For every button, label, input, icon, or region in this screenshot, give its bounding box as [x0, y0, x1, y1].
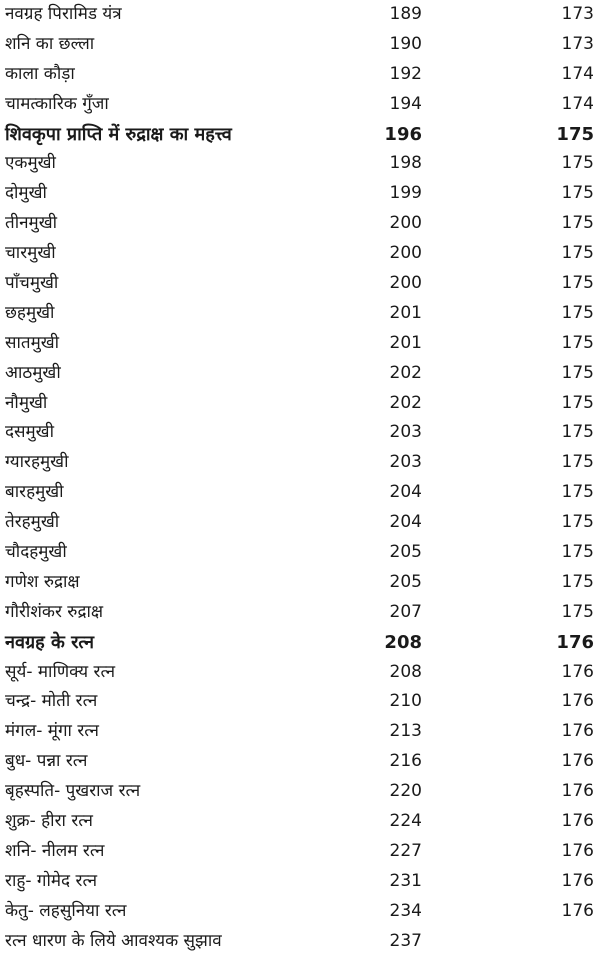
- entry-title: ग्यारहमुखी: [5, 452, 69, 473]
- toc-entry: [0, 777, 600, 807]
- secondary-page-number: 175: [561, 213, 594, 234]
- entry-title: चौदहमुखी: [5, 542, 67, 563]
- toc-entry: [0, 837, 600, 867]
- entry-title: पाँचमुखी: [5, 273, 59, 294]
- secondary-page-number: 175: [561, 392, 594, 413]
- secondary-page-number: 175: [561, 362, 594, 383]
- page-number: 192: [389, 63, 422, 84]
- page-number: 224: [389, 811, 422, 832]
- secondary-page-number: 176: [561, 751, 594, 772]
- entry-title: काला कौड़ा: [5, 63, 75, 84]
- secondary-page-number: 175: [561, 273, 594, 294]
- page-number: 200: [389, 213, 422, 234]
- entry-title: छहमुखी: [5, 302, 55, 323]
- secondary-page-number: 176: [561, 870, 594, 891]
- page-number: 194: [389, 93, 422, 114]
- page-number: 203: [389, 452, 422, 473]
- toc-entry: [0, 60, 600, 90]
- toc-entry: [0, 179, 600, 209]
- toc-entry: [0, 389, 600, 419]
- toc-entry: [0, 329, 600, 359]
- secondary-page-number: 175: [561, 183, 594, 204]
- page-number: 204: [389, 482, 422, 503]
- toc-entry: [0, 209, 600, 239]
- entry-title: शनि- नीलम रत्न: [5, 840, 105, 861]
- page-number: 205: [389, 542, 422, 563]
- entry-title: नवग्रह पिरामिड यंत्र: [5, 4, 122, 24]
- entry-title: बृहस्पति- पुखराज रत्न: [5, 781, 141, 802]
- secondary-page-number: 176: [561, 840, 594, 861]
- page-number: 213: [389, 721, 422, 742]
- toc-entry: [0, 448, 600, 478]
- secondary-page-number: 176: [561, 811, 594, 832]
- secondary-page-number: 175: [561, 452, 594, 473]
- toc-entry: [0, 508, 600, 538]
- page-number: 200: [389, 243, 422, 264]
- toc-entry: [0, 0, 600, 30]
- entry-title: शिवकृपा प्राप्ति में रुद्राक्ष का महत्त्व: [5, 123, 232, 145]
- secondary-page-number: 175: [561, 512, 594, 533]
- entry-title: केतु- लहसुनिया रत्न: [5, 900, 127, 921]
- page-number: 189: [389, 4, 422, 24]
- secondary-page-number: 175: [561, 482, 594, 503]
- page-number: 200: [389, 273, 422, 294]
- page-number: 190: [389, 33, 422, 54]
- page-number: 220: [389, 781, 422, 802]
- toc-entry: [0, 747, 600, 777]
- toc-entry: [0, 897, 600, 927]
- page-number: 202: [389, 362, 422, 383]
- secondary-page-number: 175: [556, 123, 594, 145]
- secondary-page-number: 175: [561, 571, 594, 592]
- page-number: 199: [389, 183, 422, 204]
- entry-title: दसमुखी: [5, 422, 54, 443]
- toc-entry: [0, 239, 600, 269]
- entry-title: नौमुखी: [5, 392, 48, 413]
- secondary-page-number: 175: [561, 601, 594, 622]
- toc-section-heading: [0, 120, 600, 150]
- entry-title: चन्द्र- मोती रत्न: [5, 691, 98, 712]
- secondary-page-number: 176: [556, 631, 594, 653]
- page-number: 216: [389, 751, 422, 772]
- entry-title: सूर्य- माणिक्य रत्न: [5, 661, 116, 682]
- secondary-page-number: 175: [561, 302, 594, 323]
- toc-entry: [0, 658, 600, 688]
- secondary-page-number: 176: [561, 781, 594, 802]
- secondary-page-number: 175: [561, 332, 594, 353]
- toc-entry: [0, 30, 600, 60]
- entry-title: सातमुखी: [5, 332, 60, 353]
- page-number: 234: [389, 900, 422, 921]
- page-number: 203: [389, 422, 422, 443]
- toc-entry: [0, 927, 600, 957]
- page-number: 204: [389, 512, 422, 533]
- entry-title: राहु- गोमेद रत्न: [5, 870, 98, 891]
- page-number: 227: [389, 840, 422, 861]
- toc-entry: [0, 598, 600, 628]
- secondary-page-number: 176: [561, 661, 594, 682]
- secondary-page-number: 175: [561, 243, 594, 264]
- entry-title: नवग्रह के रत्न: [5, 631, 94, 653]
- toc-entry: [0, 90, 600, 120]
- page-number: 210: [389, 691, 422, 712]
- page-number: 205: [389, 571, 422, 592]
- entry-title: चारमुखी: [5, 243, 56, 264]
- secondary-page-number: 176: [561, 900, 594, 921]
- page-number: 231: [389, 870, 422, 891]
- secondary-page-number: 175: [561, 153, 594, 174]
- toc-entry: [0, 807, 600, 837]
- page-number: 198: [389, 153, 422, 174]
- toc-entry: [0, 538, 600, 568]
- page-number: 201: [389, 332, 422, 353]
- secondary-page-number: 176: [561, 691, 594, 712]
- secondary-page-number: 174: [561, 93, 594, 114]
- entry-title: रत्न धारण के लिये आवश्यक सुझाव: [5, 930, 222, 951]
- toc-entry: [0, 687, 600, 717]
- entry-title: शुक्र- हीरा रत्न: [5, 811, 93, 832]
- entry-title: मंगल- मूंगा रत्न: [5, 721, 99, 742]
- page-number: 207: [389, 601, 422, 622]
- toc-entry: [0, 717, 600, 747]
- secondary-page-number: 175: [561, 542, 594, 563]
- page-number: 208: [384, 631, 422, 653]
- secondary-page-number: 173: [561, 4, 594, 24]
- entry-title: बारहमुखी: [5, 482, 64, 503]
- entry-title: गणेश रुद्राक्ष: [5, 571, 80, 592]
- toc-entry: [0, 478, 600, 508]
- toc-entry: [0, 299, 600, 329]
- toc-entry: [0, 568, 600, 598]
- toc-section-heading: [0, 628, 600, 658]
- secondary-page-number: 174: [561, 63, 594, 84]
- page-number: 208: [389, 661, 422, 682]
- entry-title: चामत्कारिक गुँजा: [5, 93, 109, 114]
- entry-title: एकमुखी: [5, 153, 56, 174]
- entry-title: शनि का छल्ला: [5, 33, 95, 54]
- entry-title: तेरहमुखी: [5, 512, 60, 533]
- entry-title: बुध- पन्ना रत्न: [5, 751, 88, 772]
- entry-title: आठमुखी: [5, 362, 61, 383]
- secondary-page-number: 175: [561, 422, 594, 443]
- toc-entry: [0, 269, 600, 299]
- page-number: 237: [389, 930, 422, 951]
- entry-title: गौरीशंकर रुद्राक्ष: [5, 601, 104, 622]
- entry-title: दोमुखी: [5, 183, 47, 204]
- page-number: 201: [389, 302, 422, 323]
- page-number: 202: [389, 392, 422, 413]
- secondary-page-number: 176: [561, 721, 594, 742]
- page-number: 196: [384, 123, 422, 145]
- toc-entry: [0, 867, 600, 897]
- toc-entry: [0, 418, 600, 448]
- entry-title: तीनमुखी: [5, 213, 58, 234]
- toc-entry: [0, 359, 600, 389]
- secondary-page-number: 173: [561, 33, 594, 54]
- toc-entry: [0, 149, 600, 179]
